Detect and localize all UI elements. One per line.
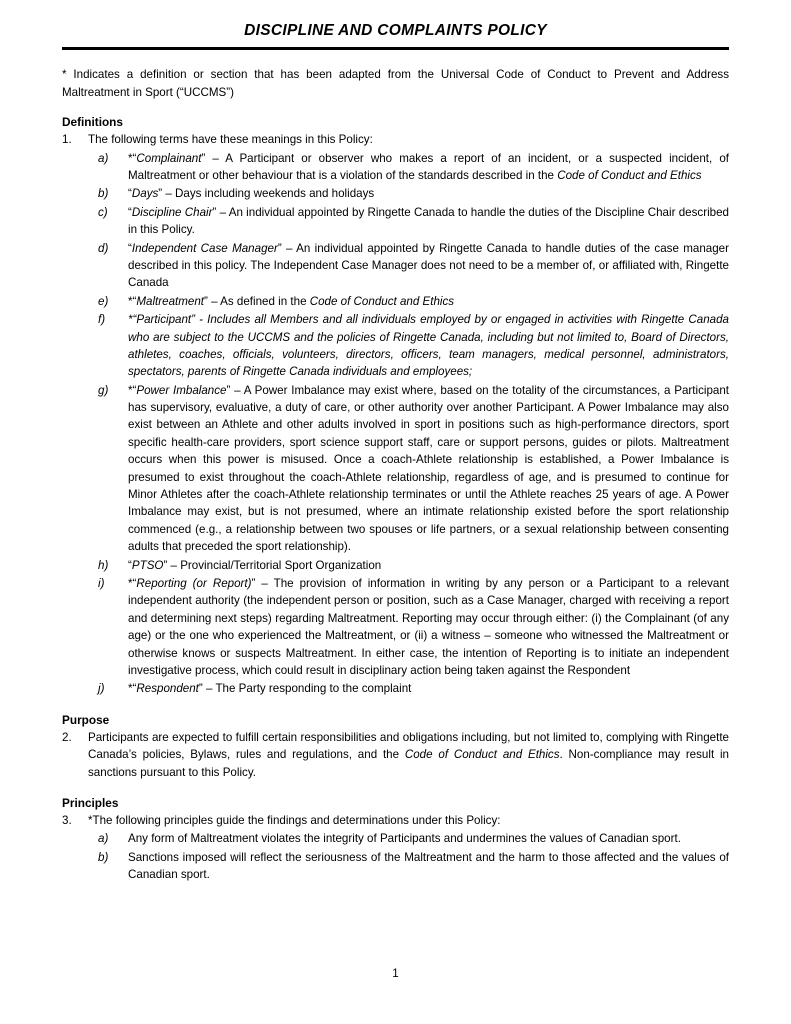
list-item	[62, 185, 729, 202]
list-text: “Discipline Chair” – An individual appointed by Ringette Canada to handle the duties of the Discipline Chair described in this Policy.	[128, 205, 729, 237]
definitions-lead	[62, 131, 729, 148]
principles-list	[62, 830, 729, 883]
list-text: The following terms have these meanings in this Policy:	[88, 133, 373, 147]
list-marker: a)	[98, 151, 109, 165]
list-number: 2.	[62, 730, 72, 744]
definitions-list	[62, 150, 729, 698]
list-item	[62, 204, 729, 239]
list-text: *“Respondent” – The Party responding to the complaint	[128, 682, 412, 696]
list-text: *“Power Imbalance” – A Power Imbalance may exist where, based on the totality of the circumstances, a Participant has supervisory, evaluative, a duty of care, or other authority over another Participant. A Power Imbalance may also exist between an Athlete and other adults involved in sport in positions such as high-performance directors, sport specific health-care providers, sport science support staff, care or support persons, guides or pilots. Maltreatment occurs when this power is misused. Once a coach-Athlete relationship is established, a Power Imbalance is presumed to exist throughout the coach-Athlete relationship, regardless of age, and is presumed to continue for Minor Athletes after the coach-Athlete relationship terminates or until the Athlete reaches 25 years of age. A Power Imbalance may exist, but is not presumed, where an intimate relationship existed before the sport relationship commenced (e.g., a relationship between two spouses or life partners, or a sexual relationship between consenting adults that preceded the sport relationship).	[128, 383, 730, 554]
principles-lead	[62, 812, 729, 829]
section-heading-principles: Principles	[62, 795, 119, 810]
list-marker: i)	[98, 576, 105, 590]
list-item	[62, 240, 729, 292]
list-item	[62, 575, 729, 679]
list-item	[62, 680, 729, 697]
list-marker: g)	[98, 383, 109, 397]
list-text: *“Complainant” – A Participant or observer who makes a report of an incident, or a suspected incident, of Maltreatment or other behaviour that is a violation of the standards described in the Code of Conduct and Ethics	[128, 151, 729, 182]
list-item	[62, 293, 729, 310]
list-text: “Independent Case Manager” – An individual appointed by Ringette Canada to handle duties of the case manager described in this policy. The Independent Case Manager does not need to be a member of, or affiliated with, Ringette Canada	[128, 241, 729, 290]
list-marker: f)	[98, 313, 106, 327]
list-marker: b)	[98, 187, 109, 201]
list-marker: b)	[98, 850, 109, 864]
list-marker: c)	[98, 205, 108, 219]
list-text: Sanctions imposed will reflect the seriousness of the Maltreatment and the harm to those affected and the values of Canadian sport.	[128, 850, 729, 882]
list-text: *The following principles guide the findings and determinations under this Policy:	[88, 813, 501, 827]
list-marker: h)	[98, 558, 109, 572]
list-marker: j)	[98, 682, 105, 696]
section-heading-purpose: Purpose	[62, 712, 110, 727]
list-item	[62, 849, 729, 884]
list-item	[62, 311, 729, 381]
adaptation-note: * Indicates a definition or section that has been adapted from the Universal Code of Conduct to Prevent and Address Maltreatment in Sport (“UCCMS”)	[62, 68, 729, 99]
list-text: *“Participant” - Includes all Members and all individuals employed by or engaged in activities with Ringette Canada who are subject to the UCCMS and the policies of Ringette Canada, including but not limited to, Board of Directors, athletes, coaches, officials, volunteers, directors, officers, team managers, medical personnel, administrators, spectators, parents of Ringette Canada individuals and employees;	[128, 313, 729, 379]
list-text: “PTSO” – Provincial/Territorial Sport Organization	[128, 558, 382, 572]
list-text: Participants are expected to fulfill certain responsibilities and obligations including, but not limited to, complying with Ringette Canada’s policies, Bylaws, rules and regulations, and the Code of Conduct and Ethics. Non-compliance may result in sanctions pursuant to this Policy.	[88, 730, 729, 779]
page-number: 1	[392, 968, 399, 980]
list-item	[62, 830, 729, 847]
page-title: DISCIPLINE AND COMPLAINTS POLICY	[244, 22, 547, 39]
list-marker: a)	[98, 832, 109, 846]
list-item	[62, 150, 729, 185]
list-text: *“Maltreatment” – As defined in the Code of Conduct and Ethics	[128, 294, 455, 308]
title-divider	[62, 47, 729, 50]
list-number: 3.	[62, 813, 72, 827]
list-item	[62, 382, 729, 556]
list-text: “Days” – Days including weekends and holidays	[128, 187, 375, 201]
list-number: 1.	[62, 133, 72, 147]
list-item	[62, 557, 729, 574]
list-text: Any form of Maltreatment violates the integrity of Participants and undermines the values of Canadian sport.	[128, 832, 681, 846]
section-heading-definitions: Definitions	[62, 115, 123, 130]
list-marker: e)	[98, 294, 109, 308]
list-text: *“Reporting (or Report)” – The provision of information in writing by any person or a Participant to a relevant independent authority (the independent person or position, such as a Case Manager, charged with receiving a report and determining next steps) regarding Maltreatment. Reporting may occur through either: (i) the Complainant (of any age) or the one who experienced the Maltreatment, or (ii) a witness – someone who witnessed the Maltreatment or otherwise knows or suspects Maltreatment. In either case, the intention of Reporting is to initiate an independent investigative process, which could result in disciplinary action being taken against the Respondent	[128, 576, 729, 677]
list-marker: d)	[98, 241, 109, 255]
purpose-paragraph	[62, 729, 729, 781]
